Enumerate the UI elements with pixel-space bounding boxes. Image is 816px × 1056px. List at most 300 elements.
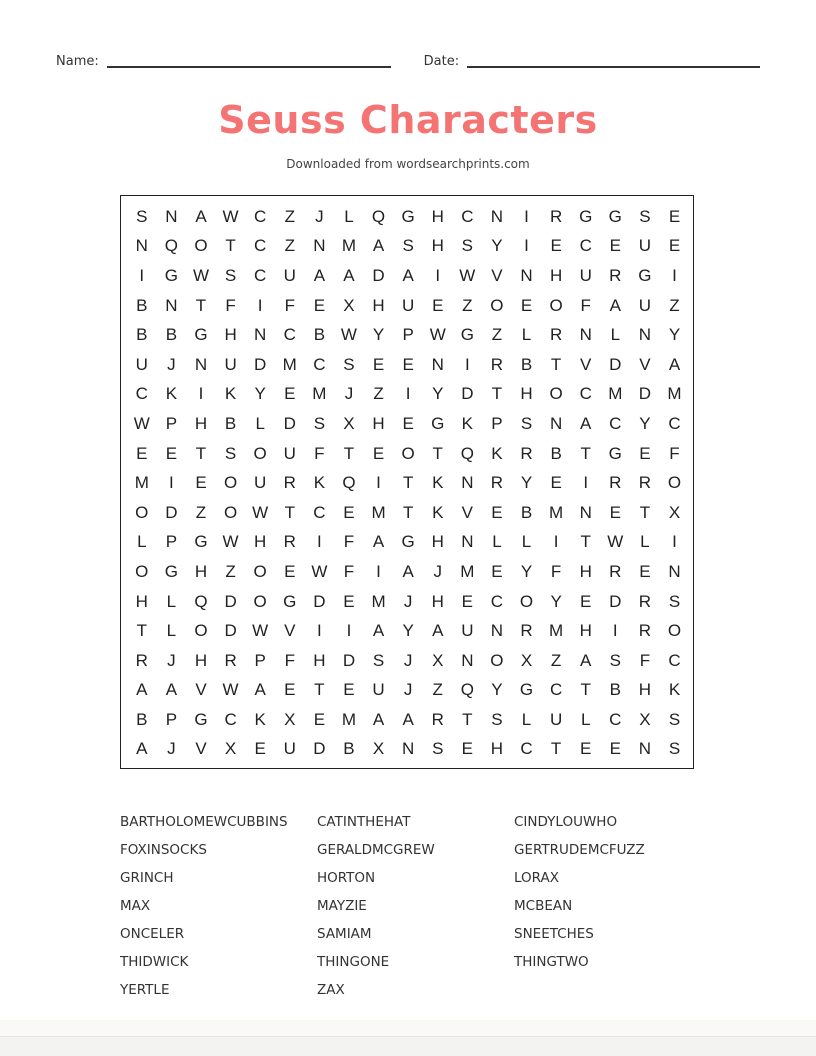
grid-cell[interactable]: E — [550, 236, 562, 256]
grid-cell[interactable]: O — [223, 502, 238, 522]
grid-cell[interactable]: J — [167, 739, 176, 759]
grid-cell[interactable]: G — [638, 265, 652, 285]
grid-cell[interactable]: E — [609, 502, 621, 522]
grid-cell[interactable]: M — [312, 384, 327, 404]
grid-cell[interactable]: D — [638, 384, 652, 404]
grid-cell[interactable]: I — [464, 354, 470, 374]
grid-cell[interactable]: W — [192, 265, 209, 285]
grid-cell[interactable]: U — [283, 739, 296, 759]
grid-cell[interactable]: Q — [460, 680, 474, 700]
grid-cell[interactable]: Y — [520, 473, 533, 493]
grid-cell[interactable]: E — [668, 236, 681, 256]
grid-cell[interactable]: V — [284, 621, 296, 641]
grid-cell[interactable]: Q — [460, 443, 474, 463]
grid-cell[interactable]: Y — [668, 325, 681, 345]
grid-cell[interactable]: A — [313, 265, 326, 285]
grid-cell[interactable]: L — [492, 532, 502, 552]
grid-cell[interactable]: Z — [491, 325, 503, 345]
grid-cell[interactable]: D — [609, 591, 622, 611]
grid-cell[interactable]: D — [165, 502, 178, 522]
grid-cell[interactable]: B — [520, 502, 533, 522]
grid-cell[interactable]: X — [668, 502, 681, 522]
grid-cell[interactable]: K — [432, 502, 444, 522]
grid-cell[interactable]: N — [431, 354, 444, 374]
grid-cell[interactable]: O — [549, 295, 563, 315]
grid-cell[interactable]: R — [609, 265, 622, 285]
grid-cell[interactable]: N — [668, 561, 681, 581]
grid-cell[interactable]: Z — [462, 295, 473, 315]
grid-cell[interactable]: E — [668, 206, 681, 226]
grid-cell[interactable]: O — [490, 295, 504, 315]
grid-cell[interactable]: U — [549, 709, 563, 729]
grid-cell[interactable]: M — [549, 502, 564, 522]
grid-cell[interactable]: R — [520, 621, 533, 641]
grid-cell[interactable]: X — [224, 739, 237, 759]
grid-cell[interactable]: A — [372, 709, 385, 729]
grid-cell[interactable]: H — [194, 413, 208, 433]
name-field-line[interactable] — [107, 66, 391, 68]
grid-cell[interactable]: Z — [550, 650, 562, 670]
grid-cell[interactable]: E — [343, 680, 355, 700]
grid-cell[interactable]: E — [343, 591, 355, 611]
grid-cell[interactable]: N — [638, 739, 652, 759]
grid-cell[interactable]: T — [580, 443, 591, 463]
grid-cell[interactable]: B — [136, 325, 148, 345]
grid-cell[interactable]: J — [403, 591, 413, 611]
grid-cell[interactable]: N — [313, 236, 326, 256]
grid-cell[interactable]: Z — [195, 502, 207, 522]
grid-cell[interactable]: R — [431, 709, 444, 729]
grid-cell[interactable]: O — [667, 621, 682, 641]
grid-cell[interactable]: Y — [550, 591, 562, 611]
grid-cell[interactable]: H — [372, 413, 385, 433]
grid-cell[interactable]: H — [372, 295, 385, 315]
grid-cell[interactable]: U — [638, 295, 652, 315]
grid-cell[interactable]: E — [609, 236, 621, 256]
grid-cell[interactable]: R — [283, 532, 296, 552]
grid-cell[interactable]: U — [254, 473, 267, 493]
grid-cell[interactable]: P — [165, 709, 178, 729]
grid-cell[interactable]: E — [609, 739, 621, 759]
grid-cell[interactable]: W — [222, 532, 239, 552]
grid-cell[interactable]: O — [135, 561, 149, 581]
grid-cell[interactable]: L — [521, 532, 532, 552]
grid-cell[interactable]: I — [316, 532, 322, 552]
grid-cell[interactable]: E — [580, 739, 592, 759]
grid-cell[interactable]: T — [402, 502, 414, 522]
grid-cell[interactable]: A — [165, 680, 178, 700]
grid-cell[interactable]: S — [668, 709, 681, 729]
grid-cell[interactable]: G — [401, 206, 415, 226]
grid-cell[interactable]: E — [550, 473, 562, 493]
grid-cell[interactable]: A — [372, 236, 385, 256]
grid-cell[interactable]: M — [608, 384, 623, 404]
grid-cell[interactable]: R — [609, 561, 622, 581]
grid-cell[interactable]: S — [313, 413, 326, 433]
grid-cell[interactable]: F — [550, 561, 562, 581]
grid-cell[interactable]: S — [224, 443, 237, 463]
grid-cell[interactable]: I — [316, 621, 322, 641]
grid-cell[interactable]: F — [639, 650, 651, 670]
grid-cell[interactable]: Q — [342, 473, 356, 493]
grid-cell[interactable]: O — [253, 443, 267, 463]
grid-cell[interactable]: S — [609, 650, 621, 670]
grid-cell[interactable]: C — [224, 709, 237, 729]
grid-cell[interactable]: G — [401, 532, 415, 552]
grid-cell[interactable]: X — [372, 739, 385, 759]
grid-cell[interactable]: E — [461, 739, 473, 759]
grid-cell[interactable]: S — [520, 413, 533, 433]
grid-cell[interactable]: T — [195, 295, 207, 315]
grid-cell[interactable]: W — [340, 325, 357, 345]
grid-cell[interactable]: G — [164, 561, 178, 581]
grid-cell[interactable]: W — [222, 680, 239, 700]
grid-cell[interactable]: X — [343, 295, 355, 315]
grid-cell[interactable]: A — [136, 680, 148, 700]
grid-cell[interactable]: A — [195, 206, 207, 226]
grid-cell[interactable]: A — [372, 532, 385, 552]
grid-cell[interactable]: V — [195, 680, 207, 700]
grid-cell[interactable]: R — [224, 650, 237, 670]
grid-cell[interactable]: Z — [225, 561, 236, 581]
grid-cell[interactable]: M — [134, 473, 149, 493]
grid-cell[interactable]: H — [254, 532, 267, 552]
grid-cell[interactable]: L — [344, 206, 354, 226]
grid-cell[interactable]: A — [402, 265, 414, 285]
grid-cell[interactable]: M — [371, 591, 386, 611]
grid-cell[interactable]: C — [254, 265, 267, 285]
grid-cell[interactable]: W — [429, 325, 446, 345]
grid-cell[interactable]: W — [252, 621, 269, 641]
grid-cell[interactable]: I — [139, 265, 145, 285]
grid-cell[interactable]: B — [136, 295, 148, 315]
grid-cell[interactable]: C — [461, 206, 474, 226]
grid-cell[interactable]: C — [135, 384, 148, 404]
grid-cell[interactable]: E — [372, 443, 385, 463]
grid-cell[interactable]: U — [638, 236, 652, 256]
grid-cell[interactable]: N — [490, 206, 504, 226]
grid-cell[interactable]: T — [225, 236, 236, 256]
grid-cell[interactable]: G — [579, 206, 593, 226]
grid-cell[interactable]: L — [166, 621, 177, 641]
grid-cell[interactable]: X — [432, 650, 444, 670]
grid-cell[interactable]: W — [252, 502, 269, 522]
grid-cell[interactable]: D — [313, 739, 326, 759]
grid-cell[interactable]: B — [313, 325, 326, 345]
grid-cell[interactable]: D — [342, 650, 356, 670]
grid-cell[interactable]: T — [462, 709, 473, 729]
grid-cell[interactable]: R — [283, 473, 296, 493]
grid-cell[interactable]: J — [167, 650, 176, 670]
grid-cell[interactable]: G — [194, 325, 208, 345]
grid-cell[interactable]: D — [224, 621, 237, 641]
grid-cell[interactable]: C — [313, 354, 326, 374]
grid-cell[interactable]: S — [402, 236, 414, 256]
grid-cell[interactable]: Z — [284, 206, 295, 226]
grid-cell[interactable]: E — [402, 354, 414, 374]
grid-cell[interactable]: B — [165, 325, 178, 345]
grid-cell[interactable]: D — [254, 354, 267, 374]
grid-cell[interactable]: P — [165, 413, 178, 433]
grid-cell[interactable]: I — [553, 532, 559, 552]
grid-cell[interactable]: D — [313, 591, 326, 611]
grid-cell[interactable]: C — [490, 591, 504, 611]
grid-cell[interactable]: W — [607, 532, 624, 552]
grid-cell[interactable]: V — [639, 354, 651, 374]
grid-cell[interactable]: F — [343, 532, 355, 552]
grid-cell[interactable]: N — [461, 473, 474, 493]
grid-cell[interactable]: K — [254, 709, 266, 729]
grid-cell[interactable]: N — [579, 325, 592, 345]
grid-cell[interactable]: W — [133, 413, 150, 433]
grid-cell[interactable]: J — [344, 384, 354, 404]
grid-cell[interactable]: N — [254, 325, 267, 345]
grid-cell[interactable]: R — [638, 621, 652, 641]
grid-cell[interactable]: F — [284, 295, 295, 315]
grid-cell[interactable]: H — [224, 325, 237, 345]
grid-cell[interactable]: E — [313, 709, 326, 729]
grid-cell[interactable]: C — [609, 709, 622, 729]
grid-cell[interactable]: A — [580, 413, 592, 433]
grid-cell[interactable]: K — [313, 473, 326, 493]
grid-cell[interactable]: O — [253, 591, 267, 611]
grid-cell[interactable]: J — [167, 354, 176, 374]
grid-cell[interactable]: Y — [639, 413, 651, 433]
grid-cell[interactable]: H — [579, 621, 592, 641]
grid-cell[interactable]: G — [608, 206, 622, 226]
grid-cell[interactable]: R — [520, 443, 533, 463]
grid-cell[interactable]: N — [461, 532, 474, 552]
grid-cell[interactable]: O — [253, 561, 267, 581]
grid-cell[interactable]: L — [255, 413, 265, 433]
grid-cell[interactable]: I — [257, 295, 263, 315]
grid-cell[interactable]: E — [461, 591, 473, 611]
grid-cell[interactable]: G — [431, 413, 445, 433]
grid-cell[interactable]: K — [165, 384, 178, 404]
grid-cell[interactable]: I — [435, 265, 441, 285]
grid-cell[interactable]: C — [283, 325, 296, 345]
grid-cell[interactable]: T — [136, 621, 147, 641]
grid-cell[interactable]: H — [638, 680, 652, 700]
grid-cell[interactable]: J — [433, 561, 442, 581]
grid-cell[interactable]: U — [402, 295, 415, 315]
grid-cell[interactable]: S — [639, 206, 651, 226]
grid-cell[interactable]: O — [519, 591, 534, 611]
grid-cell[interactable]: K — [668, 680, 681, 700]
grid-cell[interactable]: G — [519, 680, 534, 700]
grid-cell[interactable]: P — [254, 650, 266, 670]
grid-cell[interactable]: B — [224, 413, 237, 433]
grid-cell[interactable]: V — [580, 354, 592, 374]
grid-cell[interactable]: H — [194, 561, 208, 581]
grid-cell[interactable]: N — [549, 413, 563, 433]
grid-cell[interactable]: E — [491, 502, 503, 522]
grid-cell[interactable]: A — [580, 650, 592, 670]
grid-cell[interactable]: M — [282, 354, 297, 374]
grid-cell[interactable]: X — [284, 709, 296, 729]
grid-cell[interactable]: C — [254, 206, 267, 226]
grid-cell[interactable]: Z — [373, 384, 384, 404]
grid-cell[interactable]: C — [609, 413, 622, 433]
grid-cell[interactable]: H — [520, 384, 533, 404]
grid-cell[interactable]: A — [136, 739, 148, 759]
grid-cell[interactable]: E — [372, 354, 385, 374]
grid-cell[interactable]: N — [638, 325, 652, 345]
grid-cell[interactable]: U — [372, 680, 385, 700]
grid-cell[interactable]: J — [315, 206, 324, 226]
grid-cell[interactable]: Y — [520, 561, 533, 581]
grid-cell[interactable]: Y — [372, 325, 385, 345]
grid-cell[interactable]: V — [491, 265, 503, 285]
grid-cell[interactable]: I — [524, 236, 529, 256]
grid-cell[interactable]: T — [639, 502, 651, 522]
grid-cell[interactable]: M — [341, 236, 357, 256]
grid-cell[interactable]: C — [520, 739, 533, 759]
grid-cell[interactable]: F — [343, 561, 355, 581]
grid-cell[interactable]: B — [520, 354, 533, 374]
grid-cell[interactable]: S — [432, 739, 444, 759]
grid-cell[interactable]: B — [343, 739, 355, 759]
grid-cell[interactable]: E — [313, 295, 326, 315]
grid-cell[interactable]: O — [490, 650, 504, 670]
grid-cell[interactable]: N — [402, 739, 415, 759]
grid-cell[interactable]: T — [550, 739, 562, 759]
grid-cell[interactable]: Z — [669, 295, 680, 315]
grid-cell[interactable]: J — [403, 680, 413, 700]
date-field-line[interactable] — [467, 66, 760, 68]
grid-cell[interactable]: E — [639, 443, 651, 463]
grid-cell[interactable]: G — [164, 265, 178, 285]
grid-cell[interactable]: P — [165, 532, 178, 552]
grid-cell[interactable]: I — [612, 621, 618, 641]
grid-cell[interactable]: Q — [194, 591, 208, 611]
grid-cell[interactable]: H — [431, 591, 444, 611]
grid-cell[interactable]: N — [135, 236, 148, 256]
grid-cell[interactable]: I — [672, 532, 677, 552]
grid-cell[interactable]: T — [343, 443, 355, 463]
grid-cell[interactable]: F — [284, 650, 295, 670]
grid-cell[interactable]: D — [283, 413, 296, 433]
grid-cell[interactable]: I — [346, 621, 352, 641]
grid-cell[interactable]: H — [579, 561, 592, 581]
grid-cell[interactable]: L — [166, 591, 177, 611]
grid-cell[interactable]: E — [284, 384, 296, 404]
grid-cell[interactable]: G — [194, 532, 208, 552]
grid-cell[interactable]: S — [343, 354, 355, 374]
grid-cell[interactable]: O — [135, 502, 149, 522]
grid-cell[interactable]: H — [431, 236, 444, 256]
grid-cell[interactable]: H — [194, 650, 208, 670]
grid-cell[interactable]: C — [549, 680, 563, 700]
grid-cell[interactable]: L — [137, 532, 147, 552]
grid-cell[interactable]: T — [432, 443, 443, 463]
grid-cell[interactable]: E — [639, 561, 651, 581]
grid-cell[interactable]: G — [608, 443, 622, 463]
grid-cell[interactable]: R — [490, 354, 504, 374]
grid-cell[interactable]: M — [667, 384, 682, 404]
grid-cell[interactable]: E — [491, 561, 503, 581]
grid-cell[interactable]: Y — [254, 384, 266, 404]
grid-cell[interactable]: O — [549, 384, 563, 404]
grid-cell[interactable]: R — [135, 650, 148, 670]
grid-cell[interactable]: T — [580, 532, 591, 552]
grid-cell[interactable]: L — [521, 325, 532, 345]
grid-cell[interactable]: Q — [371, 206, 386, 226]
grid-cell[interactable]: L — [521, 709, 532, 729]
grid-cell[interactable]: S — [461, 236, 473, 256]
grid-cell[interactable]: F — [225, 295, 236, 315]
grid-cell[interactable]: D — [609, 354, 622, 374]
grid-cell[interactable]: S — [372, 650, 385, 670]
grid-cell[interactable]: K — [432, 473, 444, 493]
grid-cell[interactable]: A — [402, 709, 414, 729]
grid-cell[interactable]: A — [432, 621, 444, 641]
grid-cell[interactable]: W — [311, 561, 328, 581]
grid-cell[interactable]: N — [165, 295, 178, 315]
grid-cell[interactable]: M — [460, 561, 475, 581]
grid-cell[interactable]: Z — [284, 236, 295, 256]
grid-cell[interactable]: A — [254, 680, 266, 700]
grid-cell[interactable]: Y — [402, 621, 414, 641]
grid-cell[interactable]: U — [579, 265, 592, 285]
grid-cell[interactable]: I — [376, 473, 381, 493]
grid-cell[interactable]: T — [580, 680, 591, 700]
grid-cell[interactable]: S — [224, 265, 237, 285]
grid-cell[interactable]: I — [672, 265, 677, 285]
grid-cell[interactable]: K — [461, 413, 473, 433]
grid-cell[interactable]: H — [431, 532, 444, 552]
grid-cell[interactable]: B — [609, 680, 621, 700]
grid-cell[interactable]: W — [222, 206, 239, 226]
grid-cell[interactable]: X — [520, 650, 533, 670]
grid-cell[interactable]: A — [668, 354, 681, 374]
grid-cell[interactable]: F — [669, 443, 680, 463]
grid-cell[interactable]: E — [254, 739, 266, 759]
grid-cell[interactable]: H — [135, 591, 148, 611]
grid-cell[interactable]: O — [667, 473, 682, 493]
grid-cell[interactable]: I — [524, 206, 529, 226]
grid-cell[interactable]: C — [579, 384, 592, 404]
grid-cell[interactable]: Y — [491, 680, 503, 700]
grid-cell[interactable]: I — [376, 561, 381, 581]
grid-cell[interactable]: C — [313, 502, 326, 522]
grid-cell[interactable]: E — [165, 443, 178, 463]
grid-cell[interactable]: V — [461, 502, 473, 522]
grid-cell[interactable]: L — [580, 709, 591, 729]
grid-cell[interactable]: X — [343, 413, 355, 433]
grid-cell[interactable]: B — [136, 709, 148, 729]
grid-cell[interactable]: D — [224, 591, 237, 611]
grid-cell[interactable]: M — [371, 502, 386, 522]
grid-cell[interactable]: Y — [432, 384, 444, 404]
grid-cell[interactable]: H — [313, 650, 326, 670]
grid-cell[interactable]: U — [461, 621, 474, 641]
grid-cell[interactable]: I — [583, 473, 589, 493]
grid-cell[interactable]: T — [195, 443, 207, 463]
grid-cell[interactable]: S — [668, 739, 681, 759]
grid-cell[interactable]: E — [195, 473, 207, 493]
grid-cell[interactable]: T — [314, 680, 325, 700]
grid-cell[interactable]: B — [550, 443, 562, 463]
grid-cell[interactable]: Y — [491, 236, 503, 256]
grid-cell[interactable]: D — [372, 265, 385, 285]
grid-cell[interactable]: N — [579, 502, 592, 522]
grid-cell[interactable]: P — [402, 325, 414, 345]
grid-cell[interactable]: L — [610, 325, 621, 345]
grid-cell[interactable]: R — [638, 591, 652, 611]
grid-cell[interactable]: C — [254, 236, 267, 256]
grid-cell[interactable]: T — [491, 384, 503, 404]
